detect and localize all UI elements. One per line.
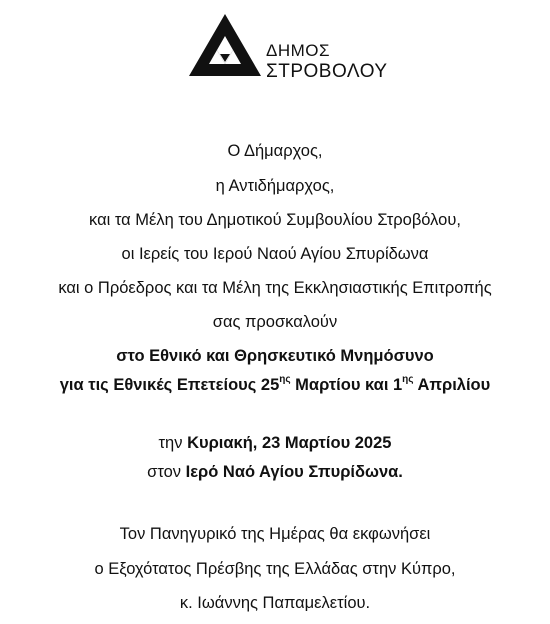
event-place: Ιερό Ναό Αγίου Σπυρίδωνα. bbox=[185, 463, 403, 481]
speech-line-1: Τον Πανηγυρικό της Ημέρας θα εκφωνήσει bbox=[119, 525, 431, 543]
host-line-5: και ο Πρόεδρος και τα Μέλη της Εκκλησιαστικής Επιτροπής bbox=[58, 279, 492, 297]
event-title-part-2: Μαρτίου και 1 bbox=[290, 376, 403, 394]
event-date: Κυριακή, 23 Μαρτίου 2025 bbox=[187, 434, 392, 452]
place-prefix: στον bbox=[147, 463, 186, 481]
logo-line-1: ΔΗΜΟΣ bbox=[266, 41, 331, 60]
host-line-2: η Αντιδήμαρχος, bbox=[215, 177, 335, 195]
event-title-part-1: για τις Εθνικές Επετείους 25 bbox=[59, 376, 280, 394]
event-place-line bbox=[0, 462, 550, 482]
triangle-logo-icon bbox=[189, 14, 261, 76]
ordinal-suffix-2: ης bbox=[402, 373, 414, 385]
ordinal-suffix-1: ης bbox=[279, 373, 291, 385]
host-line-1: Ο Δήμαρχος, bbox=[227, 142, 323, 160]
host-line-4: οι Ιερείς του Ιερού Ναού Αγίου Σπυρίδωνα bbox=[121, 245, 429, 263]
event-title-line-2 bbox=[0, 375, 550, 395]
host-line-3: και τα Μέλη του Δημοτικού Συμβουλίου Στροβόλου, bbox=[89, 211, 461, 229]
host-line-6: σας προσκαλούν bbox=[212, 313, 338, 331]
municipality-logo bbox=[189, 14, 388, 82]
event-title-line-1: στο Εθνικό και Θρησκευτικό Μνημόσυνο bbox=[116, 347, 434, 365]
speech-line-3: κ. Ιωάννης Παπαμελετίου. bbox=[179, 594, 371, 612]
event-date-line bbox=[0, 433, 550, 453]
event-title-part-3: Απριλίου bbox=[413, 376, 491, 394]
date-prefix: την bbox=[158, 434, 188, 452]
speech-line-2: ο Εξοχότατος Πρέσβης της Ελλάδας στην Κύπρο, bbox=[94, 560, 456, 578]
logo-wordmark bbox=[266, 40, 388, 82]
logo-line-2: ΣΤΡΟΒΟΛΟΥ bbox=[266, 61, 388, 82]
